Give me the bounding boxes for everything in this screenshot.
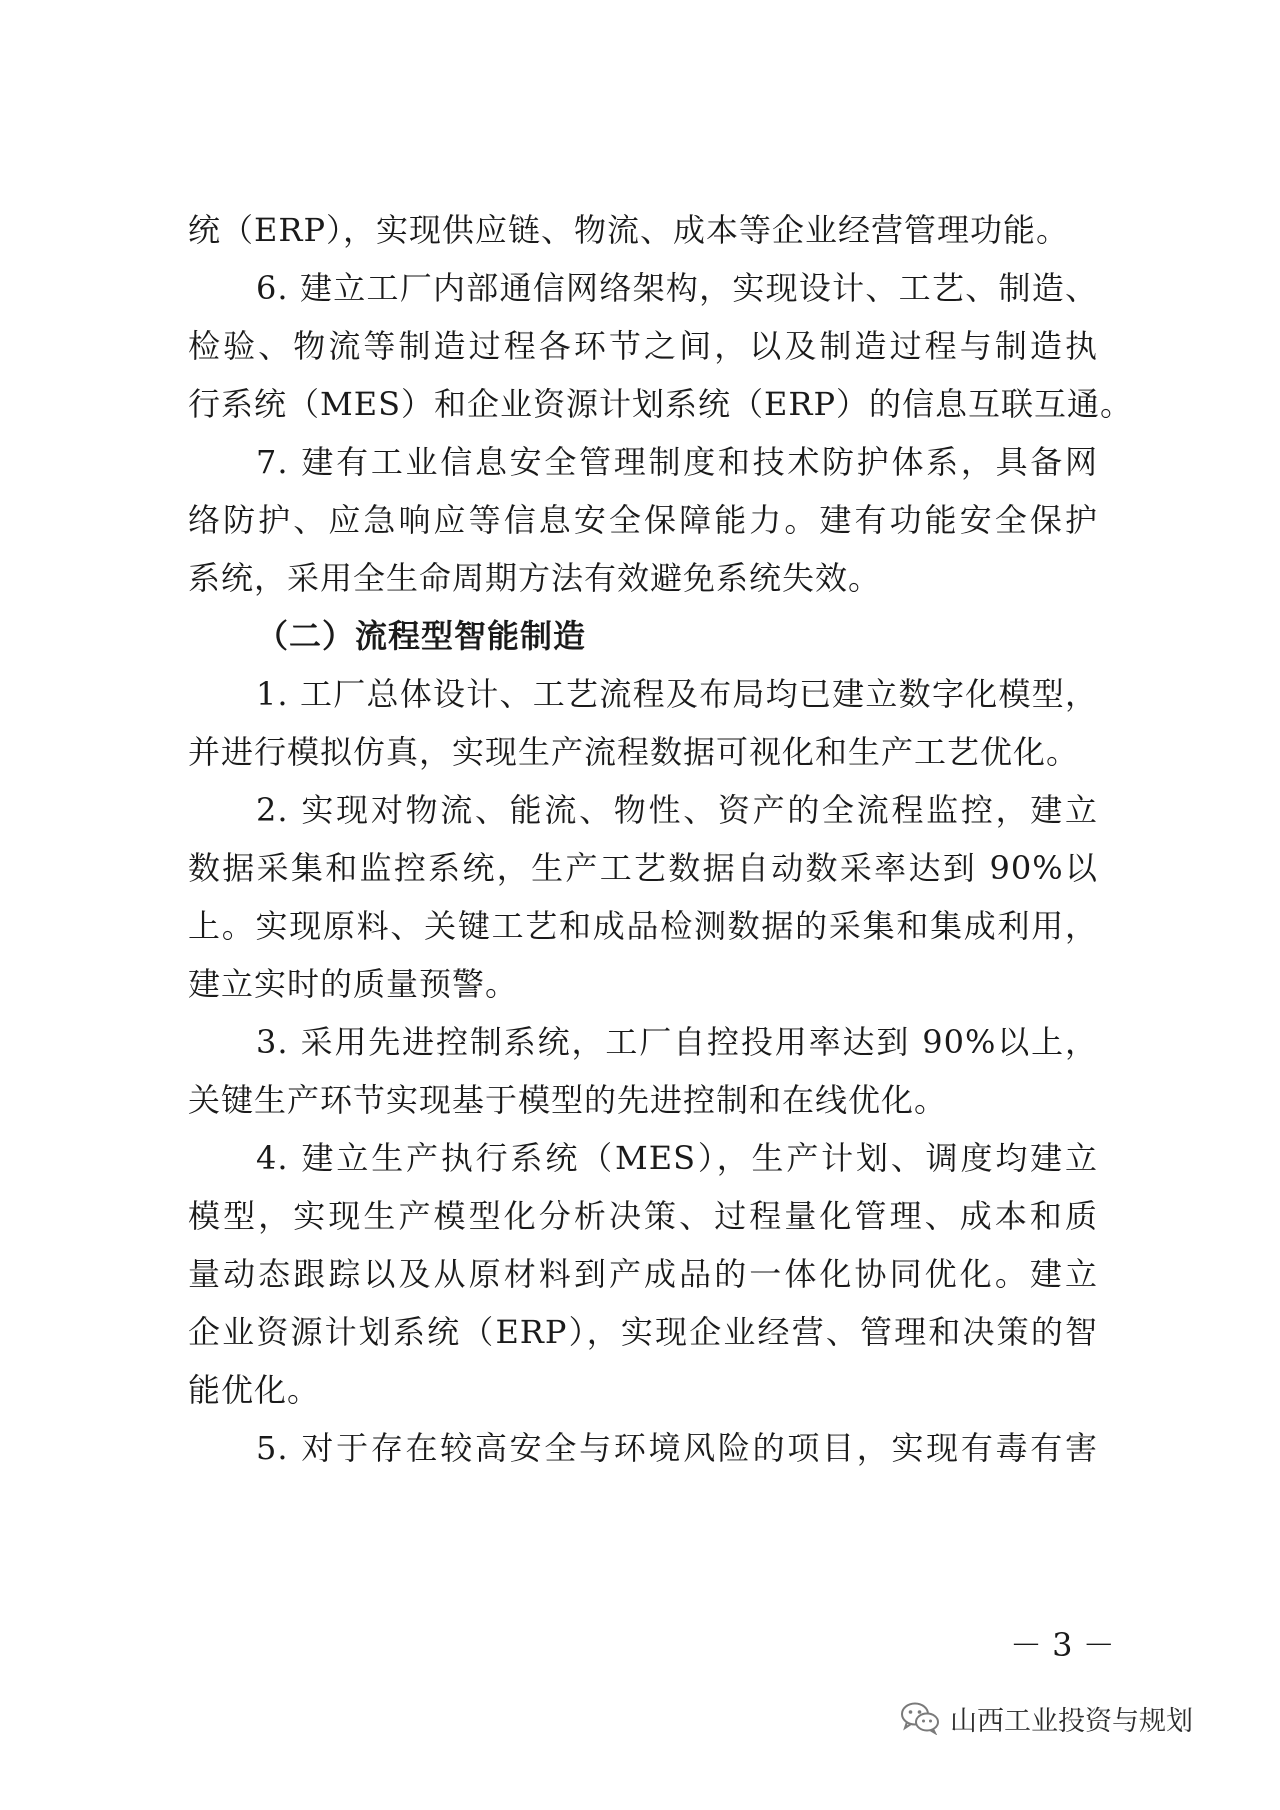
text-line: 2. 实现对物流、能流、物性、资产的全流程监控，建立: [256, 791, 1098, 829]
wechat-icon: [900, 1701, 940, 1735]
text-line: 建立实时的质量预警。: [188, 965, 519, 1003]
section-heading: （二）流程型智能制造: [256, 617, 587, 655]
watermark: [900, 1696, 1193, 1740]
page-number: － 3 －: [1010, 1626, 1115, 1664]
text-line: 模型，实现生产模型化分析决策、过程量化管理、成本和质: [188, 1197, 1098, 1235]
text-line: 统（ERP），实现供应链、物流、成本等企业经营管理功能。: [188, 211, 1069, 249]
text-line: 数据采集和监控系统，生产工艺数据自动数采率达到 90%以: [188, 849, 1098, 887]
text-line: 企业资源计划系统（ERP），实现企业经营、管理和决策的智: [188, 1313, 1098, 1351]
text-line: 6. 建立工厂内部通信网络架构，实现设计、工艺、制造、: [256, 269, 1098, 307]
text-line: 1. 工厂总体设计、工艺流程及布局均已建立数字化模型，: [256, 675, 1098, 713]
text-line: 并进行模拟仿真，实现生产流程数据可视化和生产工艺优化。: [188, 733, 1080, 771]
text-line: 7. 建有工业信息安全管理制度和技术防护体系，具备网: [256, 443, 1098, 481]
text-line: 4. 建立生产执行系统（MES），生产计划、调度均建立: [256, 1139, 1098, 1177]
text-line: 3. 采用先进控制系统，工厂自控投用率达到 90%以上，: [256, 1023, 1098, 1061]
text-line: 上。实现原料、关键工艺和成品检测数据的采集和集成利用，: [188, 907, 1098, 945]
text-line: 关键生产环节实现基于模型的先进控制和在线优化。: [188, 1081, 948, 1119]
text-line: 检验、物流等制造过程各环节之间，以及制造过程与制造执: [188, 327, 1098, 365]
text-line: 系统，采用全生命周期方法有效避免系统失效。: [188, 559, 882, 597]
text-line: 能优化。: [188, 1371, 321, 1409]
text-line: 量动态跟踪以及从原材料到产成品的一体化协同优化。建立: [188, 1255, 1098, 1293]
text-line: 行系统（MES）和企业资源计划系统（ERP）的信息互联互通。: [188, 385, 1134, 423]
watermark-text: 山西工业投资与规划: [950, 1705, 1193, 1737]
text-line: 络防护、应急响应等信息安全保障能力。建有功能安全保护: [188, 501, 1098, 539]
text-line: 5. 对于存在较高安全与环境风险的项目，实现有毒有害: [256, 1429, 1098, 1467]
